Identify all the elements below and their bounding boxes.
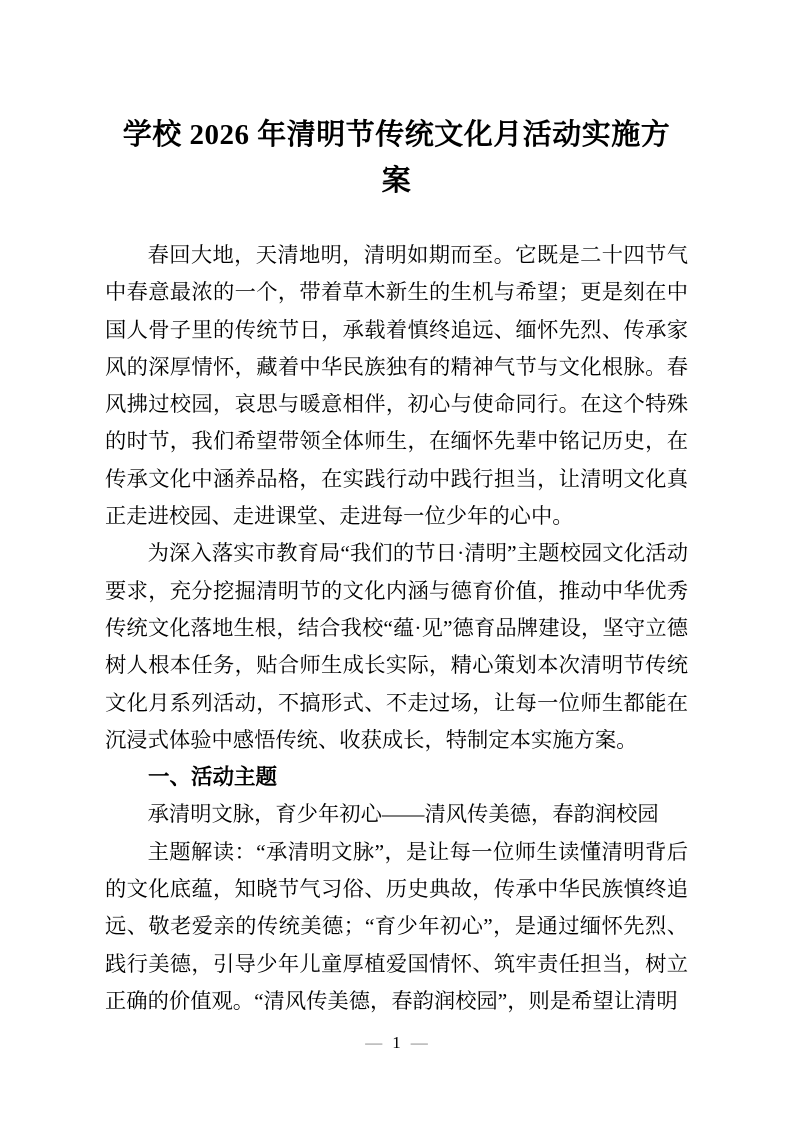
theme-line: 承清明文脉，育少年初心——清风传美德，春韵润校园 <box>147 802 659 827</box>
page-footer <box>0 1031 793 1055</box>
document-title: 学校 2026 年清明节传统文化月活动实施方案 <box>122 119 671 197</box>
paragraph-theme-interpretation: 主题解读：“承清明文脉”，是让每一位师生读懂清明背后的文化底蕴，知晓节气习俗、历史典故，传承中华民族慎终追远、敬老爱亲的传统美德；“育少年初心”，是通过缅怀先烈、践行美德，引导少年儿童厚植爱国情怀、筑牢责任担当，树立正确的价值观。“清风传美德，春韵润校园”，则是希望让清明 <box>105 839 688 1013</box>
paragraph-intro: 春回大地，天清地明，清明如期而至。它既是二十四节气中春意最浓的一个，带着草木新生的生机与希望；更是刻在中国人骨子里的传统节日，承载着慎终追远、缅怀先烈、传承家风的深厚情怀，藏着中华民族独有的精神气节与文化根脉。春风拂过校园，哀思与暖意相伴，初心与使命同行。在这个特殊的时节，我们希望带领全体师生，在缅怀先辈中铭记历史，在传承文化中涵养品格，在实践行动中践行担当，让清明文化真正走进校园、走进课堂、走进每一位少年的心中。 <box>105 243 688 529</box>
paragraph-purpose: 为深入落实市教育局“我们的节日·清明”主题校园文化活动要求，充分挖掘清明节的文化内涵与德育价值，推动中华优秀传统文化落地生根，结合我校“蕴·见”德育品牌建设，坚守立德树人根本任务，贴合师生成长实际，精心策划本次清明节传统文化月系列活动，不搞形式、不走过场，让每一位师生都能在沉浸式体验中感悟传统、收获成长，特制定本实施方案。 <box>105 541 688 752</box>
document-content <box>105 112 688 1020</box>
footer-dash-left: — <box>365 1033 383 1052</box>
footer-dash-right: — <box>410 1033 428 1052</box>
section-heading-activity-theme: 一、活动主题 <box>148 765 278 790</box>
page-number: 1 <box>392 1033 401 1052</box>
